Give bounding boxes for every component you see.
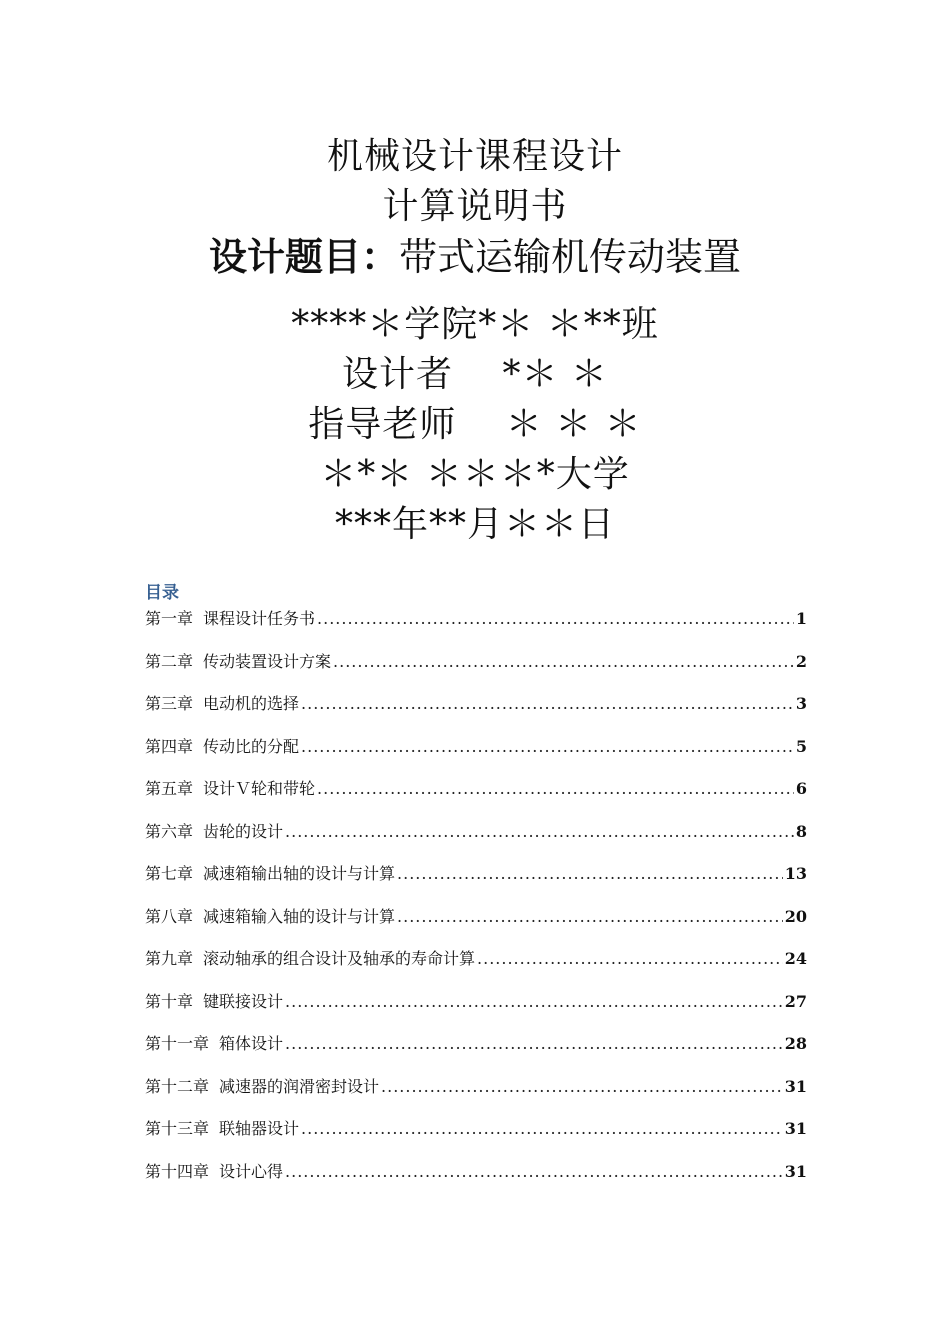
toc-entry[interactable] [145,1159,807,1202]
toc-leader [285,992,783,1011]
university-line: ＊*＊ ＊＊＊*大学 [320,454,630,495]
toc-chapter: 第一章 [145,609,194,628]
toc-entry[interactable] [145,1074,807,1117]
toc-page: 5 [795,736,807,756]
toc-chapter: 第二章 [145,651,194,671]
toc-chapter: 第十一章 [145,1034,210,1053]
toc-title: 电动机的选择 [203,694,300,713]
toc-page: 6 [795,779,807,798]
toc-entry[interactable] [145,691,807,734]
toc-page: 2 [795,651,807,671]
toc-leader [317,779,794,798]
toc-page: 31 [784,1076,807,1096]
toc-title: 减速箱输入轴的设计与计算 [203,906,396,926]
toc-page: 24 [784,949,807,968]
toc-entry[interactable] [145,1116,807,1159]
toc-title: 滚动轴承的组合设计及轴承的寿命计算 [203,949,476,968]
cover-title-line1: 机械设计课程设计 [326,136,623,177]
toc-title: 减速器的润滑密封设计 [219,1076,380,1096]
toc-chapter: 第十二章 [145,1076,210,1096]
toc-page: 13 [784,864,807,883]
toc-title: 联轴器设计 [219,1119,300,1138]
toc-chapter: 第五章 [145,779,194,798]
toc-page: 8 [795,821,807,841]
toc-chapter: 第十四章 [145,1161,210,1181]
toc-chapter: 第九章 [145,949,194,968]
toc-entry[interactable] [145,861,807,904]
toc-title: 键联接设计 [203,991,284,1011]
toc-chapter: 第四章 [145,736,194,756]
toc-leader [397,864,783,883]
toc-entry[interactable] [145,904,807,947]
toc-leader [285,822,794,841]
cover-title-line2: 计算说明书 [382,186,568,227]
toc-entry[interactable] [145,776,807,819]
toc-title: 齿轮的设计 [203,821,284,841]
toc-chapter: 第三章 [145,694,194,713]
toc-page: 31 [784,1119,807,1138]
toc-chapter: 第十三章 [145,1119,210,1138]
advisor-line: 指导老师 ＊ ＊ ＊ [308,404,642,445]
toc-chapter: 第八章 [145,906,194,926]
toc-title: 设计Ｖ轮和带轮 [203,779,316,798]
toc-entry[interactable] [145,649,807,692]
toc-title: 课程设计任务书 [203,609,316,628]
date-line: ***年**月＊＊日 [334,504,615,545]
toc-title: 箱体设计 [219,1034,284,1053]
design-topic [0,226,950,281]
toc-title: 传动装置设计方案 [203,651,332,671]
toc-page: 3 [795,694,807,713]
toc-page: 28 [784,1034,807,1053]
designer-line: 设计者 *＊ ＊ [342,354,608,395]
toc-leader [285,1034,783,1053]
toc-entry[interactable] [145,606,807,649]
toc-entry[interactable] [145,1031,807,1074]
toc-page: 20 [784,906,807,926]
table-of-contents [145,606,807,1201]
toc-leader [381,1077,783,1096]
toc-title: 传动比的分配 [203,736,300,756]
toc-entry[interactable] [145,989,807,1032]
toc-page: 27 [784,991,807,1011]
toc-chapter: 第六章 [145,821,194,841]
toc-entry[interactable] [145,819,807,862]
toc-leader [317,609,794,628]
toc-page: 1 [795,609,807,628]
toc-entry[interactable] [145,734,807,777]
toc-title: 设计心得 [219,1161,284,1181]
toc-leader [333,652,794,671]
design-topic-label: 设计题目： [208,235,399,279]
toc-page: 31 [784,1161,807,1181]
toc-leader [397,907,783,926]
design-topic-value: 带式运输机传动装置 [399,235,742,279]
toc-entry[interactable] [145,946,807,989]
toc-title: 减速箱输出轴的设计与计算 [203,864,396,883]
toc-chapter: 第七章 [145,864,194,883]
toc-leader [301,737,794,756]
toc-leader [301,694,794,713]
toc-leader [477,949,783,968]
toc-chapter: 第十章 [145,991,194,1011]
college-class-line: ****＊学院*＊ ＊**班 [291,304,659,345]
toc-leader [285,1162,783,1181]
toc-heading: 目录 [145,583,179,603]
toc-leader [301,1119,783,1138]
